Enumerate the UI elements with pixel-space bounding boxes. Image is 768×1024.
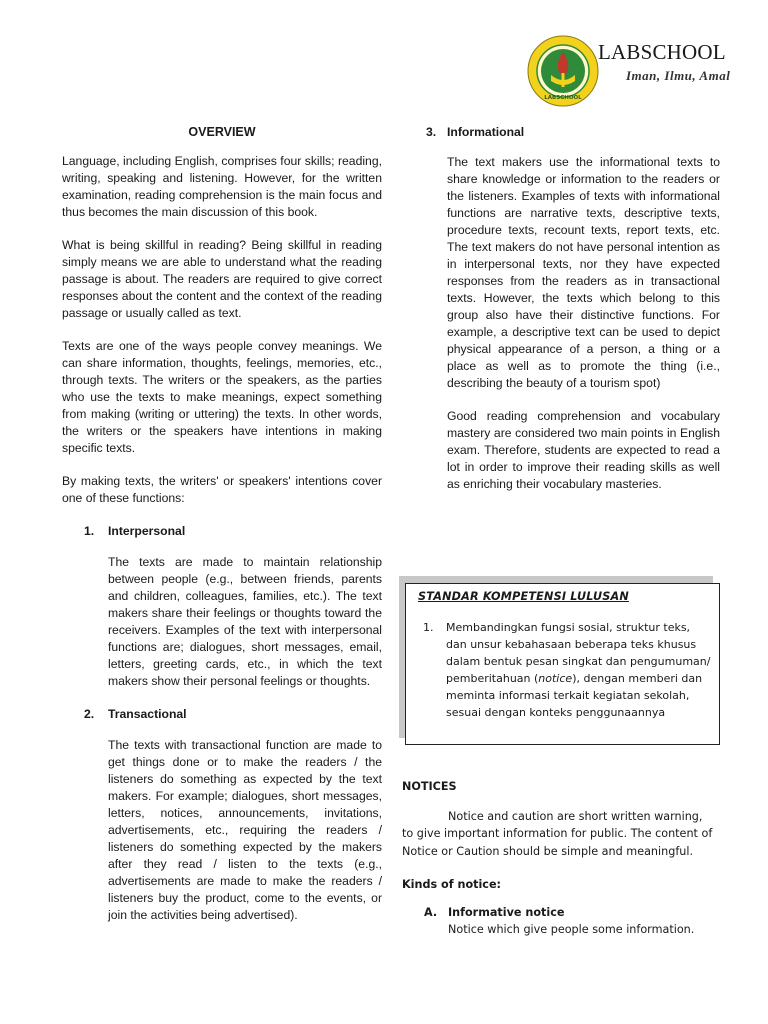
notice-item-title: Informative notice [448,905,565,919]
list-number: 2. [84,707,95,721]
logo-text: LABSCHOOL [544,95,582,101]
notices-text: to give important information for public. The content of Notice or Caution should be simple and meaningful. [402,827,713,858]
notices-paragraph [402,808,722,861]
right-column [423,122,720,509]
standard-title: STANDAR KOMPETENSI LULUSAN [418,590,629,603]
function-heading-transactional [84,706,382,723]
list-number: 1. [423,621,434,634]
list-number: 1. [84,524,95,538]
function-text-transactional: The texts with transactional function are made to get things done or to make the readers / the listeners do something as expected by the text makers. For example; dialogues, short messages, letters, notices, announcements, invitations, advertisements, etc., requiring the readers / listeners do something expected by the makers after they read / listen to the texts (e.g., advertisements are made to make the readers / listeners buy the product, come to the events, or join the activities being advertised). [108,738,382,922]
function-heading-informational [426,122,720,141]
overview-paragraph: What is being skillful in reading? Being skillful in reading simply means we are able to understand what the reading passage is about. The readers are required to give correct responses about the content and the context of the reading passage or usually called as text. [62,238,382,320]
function-title: Interpersonal [108,524,186,538]
overview-paragraph: By making texts, the writers' or speakers' intentions cover one of these functions: [62,474,382,505]
overview-paragraph: Language, including English, comprises four skills; reading, writing, speaking and listening. However, for the written examination, reading comprehension is the main focus and thus becomes the main discussion of this book. [62,154,382,219]
brand-motto: Iman, Ilmu, Amal [626,68,731,83]
standard-item-text [446,619,711,721]
function-heading-interpersonal [84,523,382,540]
list-letter: A. [424,905,438,919]
notices-section [402,778,722,939]
notice-item-text: Notice which give people some information. [448,923,695,936]
standard-text-part: ), dengan memberi dan meminta informasi terkait kegiatan sekolah, sesuai dengan konteks penggunaannya [446,672,703,719]
overview-paragraph: Texts are one of the ways people convey meanings. We can share information, thoughts, feelings, memories, etc., through texts. The writers or the speakers, as the parties who use the texts to make meanings, expect something from making (writing or uttering) the texts. In other words, the writers or the speakers have intentions in making specific texts. [62,339,382,455]
kinds-title: Kinds of notice: [402,878,502,891]
standard-competency-box [405,583,720,745]
overview-title: OVERVIEW [188,125,256,139]
standard-text-italic: notice [538,672,573,685]
notice-item-informative [424,904,722,939]
notices-title: NOTICES [402,780,457,793]
conclusion-paragraph: Good reading comprehension and vocabulary mastery are considered two main points in English exam. Therefore, students are expected to read a lot in order to improve their reading skills as well as enriching their vocabulary masteries. [447,409,720,491]
labschool-logo [527,35,599,107]
function-text-informational: The text makers use the informational texts to share knowledge or information to the readers or the listeners. Examples of texts with informational functions are narrative texts, descriptive texts, procedure texts, recount texts, report texts, etc. The text makers do not have personal intention as in interpersonal texts, nor they have expected responses from the readers as in transactional texts. However, the texts which belong to this group also have their distinctive functions. For example, a descriptive text can be used to depict physical appearance of a person, a thing or a place as well as to promote the thing (i.e., describing the beauty of a tourism spot) [447,155,720,390]
standard-item [423,619,711,721]
list-number: 3. [426,125,437,139]
function-text-interpersonal: The texts are made to maintain relationship between people (e.g., between friends, parents and children, colleagues, families, etc.). The text makers share their feelings or thoughts toward the receivers. Examples of the text with interpersonal functions are; dialogues, short messages, email, letters, greeting cards, etc., in which the text makers show their personal feelings or thoughts. [108,555,382,688]
standard-text-part: Membandingkan fungsi sosial, struktur teks, dan unsur kebahasaan beberapa teks khusus dalam bentuk pesan singkat dan pengumuman/ pemberitahuan ( [446,621,711,685]
function-title: Transactional [108,707,187,721]
function-title: Informational [447,125,525,139]
brand-name: LABSCHOOL [598,40,726,64]
left-column [62,122,382,940]
notices-text: Notice and caution are short written warning, [448,809,703,823]
